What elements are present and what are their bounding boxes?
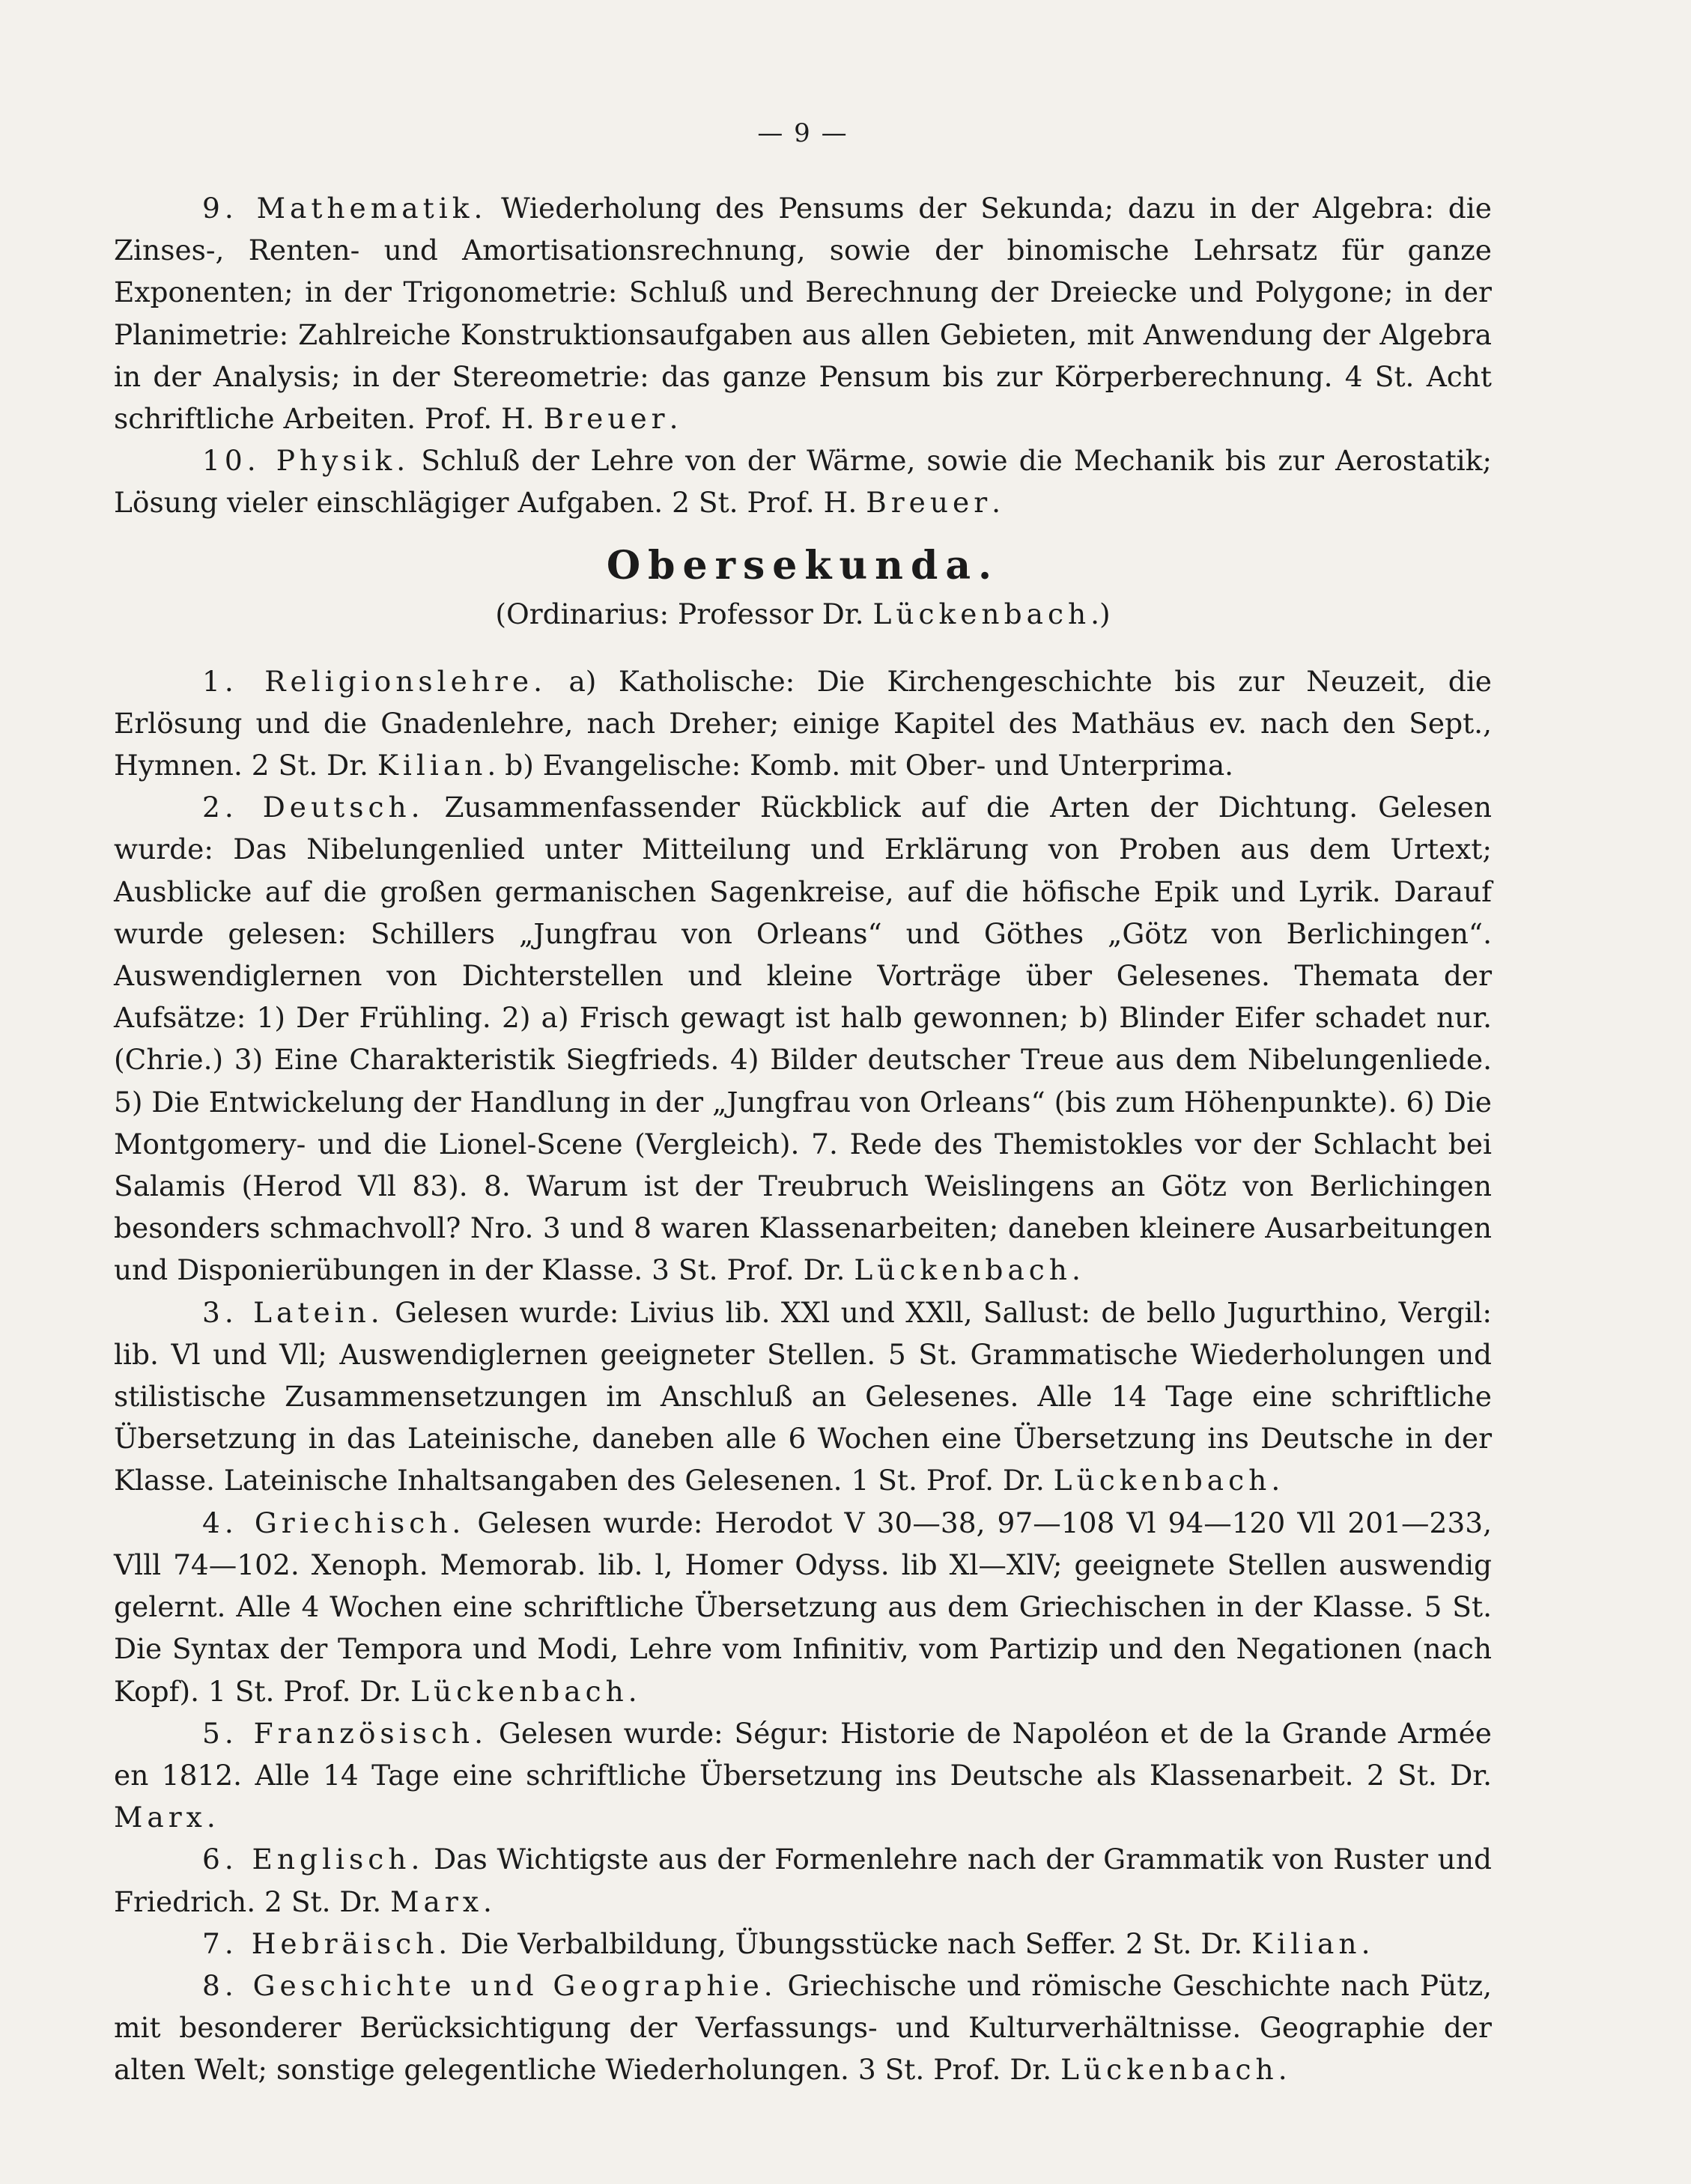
subject-label: 5. Französisch. [202, 1716, 488, 1750]
page-number: — 9 — [757, 118, 848, 148]
subject-label: 4. Griechisch. [202, 1506, 466, 1539]
subject-label: 6. Englisch. [202, 1843, 425, 1876]
subject-label: 3. Latein. [202, 1295, 384, 1329]
subject-label: 10. Physik. [202, 444, 410, 478]
subject-text: Das Wichtigste aus der Formenlehre nach der Grammatik von Ruster und Friedrich. 2 St. Dr. [114, 1843, 1492, 1918]
subject-paragraph-mathematik [114, 187, 1492, 439]
subject-text: Schluß der Lehre von der Wärme, sowie die Mechanik bis zur Aerostatik; Lösung vieler einschlägiger Aufgaben. 2 St. Prof. H. [114, 444, 1492, 520]
subject-text: Zusammenfassender Rückblick auf die Arten der Dichtung. Gelesen wurde: Das Nibelungenlied unter Mitteilung und Erklärung von Proben aus dem Urtext; Ausblicke auf die großen germanischen Sagenkreise, auf die höfische Epik und Lyrik. Darauf wurde gelesen: Schillers „Jungfrau von Orleans“ und Göthes „Götz von Berlichingen“. Auswendiglernen von Dichterstellen und kleine Vorträge über Gelesenes. Themata der Aufsätze: 1) Der Frühling. 2) a) Frisch gewagt ist halb gewonnen; b) Blinder Eifer schadet nur. (Chrie.) 3) Eine Charakteristik Siegfrieds. 4) Bilder deutscher Treue aus dem Nibelungenliede. 5) Die Entwickelung der Handlung in der „Jungfrau von Orleans“ (bis zum Höhenpunkte). 6) Die Montgomery- und die Lionel-Scene (Vergleich). 7. Rede des Themistokles vor der Schlacht bei Salamis (Herod Vll 83). 8. Warum ist der Treubruch Weislingens an Götz von Berlichingen besonders schmachvoll? Nro. 3 und 8 waren Klassenarbeiten; daneben kleinere Ausarbeitungen und Disponierübungen in der Klasse. 3 St. Prof. Dr. [114, 791, 1492, 1287]
subject-text: Die Verbalbildung, Übungsstücke nach Seffer. 2 St. Dr. [452, 1926, 1252, 1960]
subject-paragraph-franzoesisch [114, 1712, 1492, 1839]
subject-text: Gelesen wurde: Ségur: Historie de Napoléon et de la Grande Armée en 1812. Alle 14 Tage eine schriftliche Übersetzung ins Deutsche als Klassenarbeit. 2 St. Dr. [114, 1716, 1492, 1792]
subject-paragraph-latein [114, 1292, 1492, 1502]
subject-label: 8. Geschichte und Geographie. [202, 1968, 777, 2002]
subject-tail: . [628, 1674, 637, 1708]
subject-text: Griechische und römische Geschichte nach Pütz, mit besonderer Berücksichtigung der Verfassungs- und Kulturverhältnisse. Geographie der alten Welt; sonstige gelegentliche Wiederholungen. 3 St. Prof. Dr. [114, 1968, 1492, 2087]
subject-paragraph-geschichte-geographie [114, 1965, 1492, 2091]
teacher-name: Breuer [543, 402, 670, 436]
teacher-name: Marx [114, 1801, 207, 1834]
teacher-name: Kilian [377, 749, 488, 782]
ordinarius-name: Lückenbach [872, 597, 1091, 630]
teacher-name: Lückenbach [410, 1674, 628, 1708]
subject-tail: . [1361, 1926, 1370, 1960]
subject-text: Gelesen wurde: Herodot V 30—38, 97—108 Vl 94—120 Vll 201—233, Vlll 74—102. Xenoph. Memorab. lib. l, Homer Odyss. lib Xl—XlV; geeignete Stellen auswendig gelernt. Alle 4 Wochen eine schriftliche Übersetzung aus dem Griechischen in der Klasse. 5 St. Die Syntax der Tempora und Modi, Lehre vom Infinitiv, vom Partizip und den Negationen (nach Kopf). 1 St. Prof. Dr. [114, 1506, 1492, 1708]
subject-paragraph-physik [114, 439, 1492, 523]
subject-tail: . [992, 486, 1001, 520]
teacher-name: Lückenbach [1053, 1464, 1272, 1497]
teacher-name: Marx [390, 1885, 483, 1918]
teacher-name: Lückenbach [1060, 2053, 1278, 2087]
subject-label: 7. Hebräisch. [202, 1926, 452, 1960]
subject-tail: . [1278, 2053, 1287, 2087]
teacher-name: Breuer [866, 486, 992, 520]
section-title: Obersekunda. [606, 542, 1000, 588]
subject-label: 2. Deutsch. [202, 791, 425, 824]
teacher-name: Kilian [1251, 1926, 1361, 1960]
subject-label: 9. Mathematik. [202, 192, 488, 225]
subject-tail: . [1271, 1464, 1281, 1497]
subject-tail: . [482, 1885, 492, 1918]
subject-tail: . [1071, 1253, 1081, 1287]
subject-text: a) Katholische: Die Kirchengeschichte bis zur Neuzeit, die Erlösung und die Gnadenlehre, nach Dreher; einige Kapitel des Mathäus ev. nach den Sept., Hymnen. 2 St. Dr. [114, 664, 1492, 782]
subject-text: Gelesen wurde: Livius lib. XXl und XXll, Sallust: de bello Jugurthino, Vergil: lib. Vl und Vll; Auswendiglernen geeigneter Stellen. 5 St. Grammatische Wiederholungen und stilistische Zusammensetzungen im Anschluß an Gelesenes. Alle 14 Tage eine schriftliche Übersetzung in das Lateinische, daneben alle 6 Wochen eine Übersetzung ins Deutsche in der Klasse. Lateinische Inhaltsangaben des Gelesenen. 1 St. Prof. Dr. [114, 1295, 1492, 1497]
ordinarius-prefix: (Ordinarius: Professor Dr. [495, 597, 873, 630]
ordinarius-suffix: .) [1090, 597, 1111, 630]
subject-paragraph-religionslehre [114, 660, 1492, 787]
subject-paragraph-deutsch [114, 786, 1492, 1291]
document-page [114, 112, 1492, 2134]
subject-text: Wiederholung des Pensums der Sekunda; dazu in der Algebra: die Zinses-, Renten- und Amortisationsrechnung, sowie der binomische Lehrsatz für ganze Exponenten; in der Trigonometrie: Schluß und Berechnung der Dreiecke und Polygone; in der Planimetrie: Zahlreiche Konstruktionsaufgaben aus allen Gebieten, mit Anwendung der Algebra in der Analysis; in der Stereometrie: das ganze Pensum bis zur Körperberechnung. 4 St. Acht schriftliche Arbeiten. Prof. H. [114, 192, 1492, 436]
subject-paragraph-hebraeisch [114, 1923, 1492, 1965]
teacher-name: Lückenbach [854, 1253, 1072, 1287]
subject-label: 1. Religionslehre. [202, 664, 547, 698]
subject-paragraph-griechisch [114, 1502, 1492, 1712]
subject-tail: . b) Evangelische: Komb. mit Ober- und Unterprima. [487, 749, 1234, 782]
section-subtitle [114, 593, 1492, 635]
subject-paragraph-englisch [114, 1838, 1492, 1922]
subject-tail: . [669, 402, 678, 436]
subject-tail: . [206, 1801, 216, 1834]
